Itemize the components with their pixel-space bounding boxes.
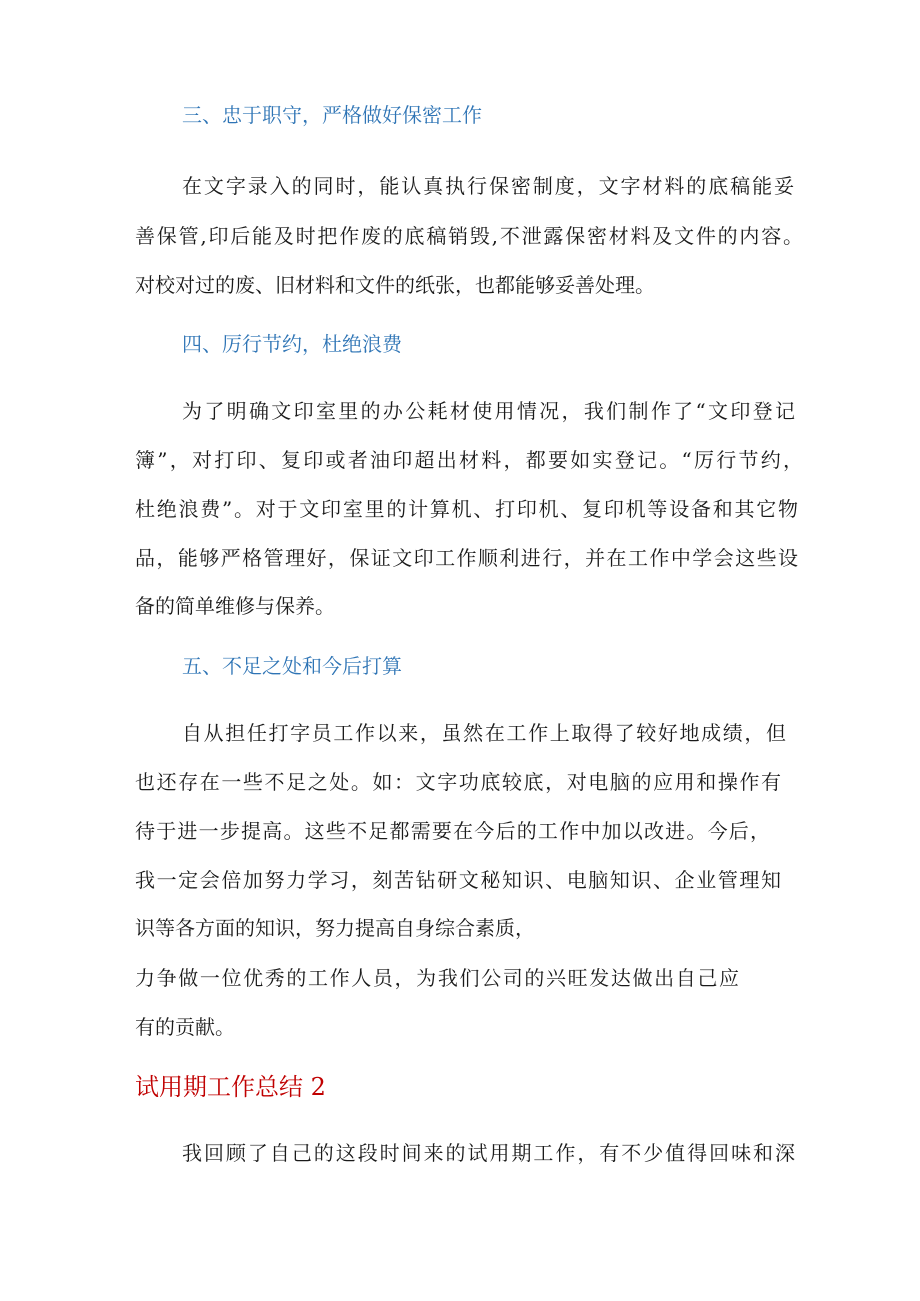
- section-3-line-3: 对校对过的废、旧材料和文件的纸张，也都能够妥善处理。: [135, 273, 655, 297]
- section-heading-4: 四、厉行节约，杜绝浪费: [182, 332, 402, 356]
- section-4-line-1: 为了明确文印室里的办公耗材使用情况，我们制作了“文印登记: [182, 399, 795, 423]
- section-4-line-4: 品，能够严格管理好，保证文印工作顺利进行，并在工作中学会这些设: [135, 546, 798, 570]
- section-4-line-3: 杜绝浪费”。对于文印室里的计算机、打印机、复印机等设备和其它物: [135, 497, 798, 521]
- section-3-line-2: 善保管,印后能及时把作废的底稿销毁,不泄露保密材料及文件的内容。: [135, 224, 803, 248]
- section-5-line-1: 自从担任打字员工作以来，虽然在工作上取得了较好地成绩，但: [182, 721, 786, 745]
- section-3-line-1: 在文字录入的同时，能认真执行保密制度，文字材料的底稿能妥: [182, 174, 794, 198]
- summary-2-title: 试用期工作总结 2: [135, 1073, 326, 1101]
- section-5-line-7: 有的贡献。: [135, 1015, 235, 1039]
- section-heading-3: 三、忠于职守，严格做好保密工作: [182, 103, 482, 127]
- section-5-line-5: 识等各方面的知识，努力提高自身综合素质，: [135, 916, 535, 940]
- section-5-line-2: 也还存在一些不足之处。如：文字功底较底，对电脑的应用和操作有: [135, 770, 781, 794]
- section-heading-5: 五、不足之处和今后打算: [182, 654, 402, 678]
- section-5-line-4: 我一定会倍加努力学习，刻苦钻研文秘知识、电脑知识、企业管理知: [135, 868, 781, 892]
- section-4-line-5: 备的简单维修与保养。: [135, 594, 335, 618]
- section-5-line-6: 力争做一位优秀的工作人员，为我们公司的兴旺发达做出自己应: [135, 966, 739, 990]
- section-4-line-2: 簿”，对打印、复印或者油印超出材料，都要如实登记。“厉行节约，: [135, 448, 803, 472]
- summary-2-line-1: 我回顾了自己的这段时间来的试用期工作，有不少值得回味和深: [182, 1141, 795, 1165]
- section-5-line-3: 待于进一步提高。这些不足都需要在今后的工作中加以改进。今后，: [135, 819, 770, 843]
